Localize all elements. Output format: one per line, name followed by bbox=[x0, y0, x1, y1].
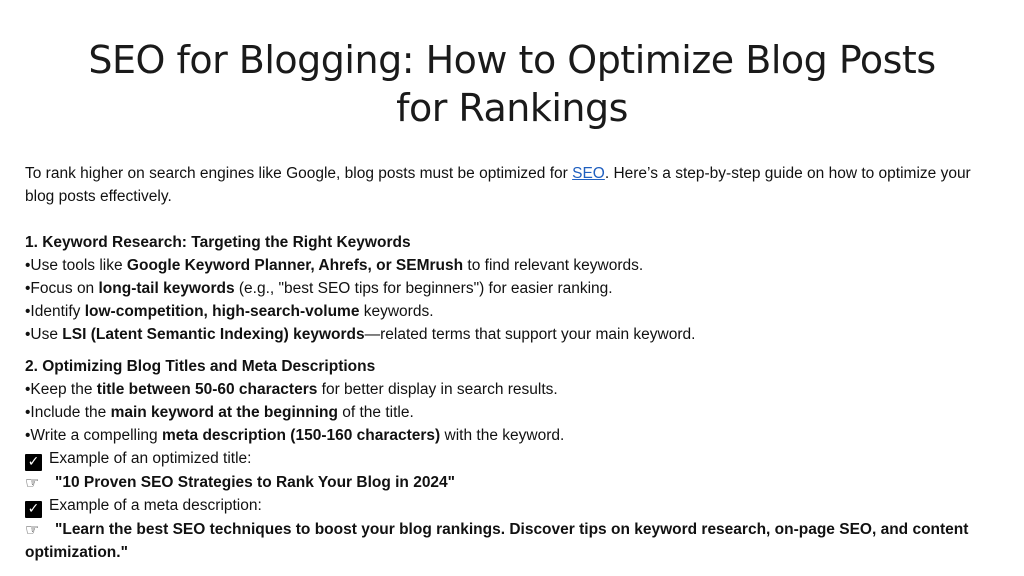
example-meta-row bbox=[25, 518, 1000, 564]
example-title-label-row bbox=[25, 447, 1000, 471]
pointing-hand-icon: ☞ bbox=[25, 473, 40, 492]
intro-text-before: To rank higher on search engines like Google, blog posts must be optimized for bbox=[25, 165, 573, 182]
intro-text-after: . Here’s a step-by-step guide on how to optimize your blog posts effectively. bbox=[25, 165, 971, 205]
list-item: •Include the main keyword at the beginning of the title. bbox=[25, 404, 414, 421]
seo-link[interactable]: SEO bbox=[572, 165, 605, 182]
list-item: •Keep the title between 50-60 characters for better display in search results. bbox=[25, 381, 558, 398]
intro-paragraph bbox=[25, 162, 1000, 208]
example-title-label: Example of an optimized title: bbox=[49, 450, 252, 467]
slide-body bbox=[25, 162, 1000, 564]
pointing-hand-icon: ☞ bbox=[25, 520, 40, 539]
list-item: •Use LSI (Latent Semantic Indexing) keywords—related terms that support your main keyword. bbox=[25, 326, 696, 343]
section-2-heading: 2. Optimizing Blog Titles and Meta Descriptions bbox=[25, 358, 376, 375]
list-item: •Write a compelling meta description (150-160 characters) with the keyword. bbox=[25, 427, 565, 444]
list-item: •Use tools like Google Keyword Planner, Ahrefs, or SEMrush to find relevant keywords. bbox=[25, 257, 644, 274]
list-item: •Identify low-competition, high-search-volume keywords. bbox=[25, 303, 434, 320]
example-meta: "Learn the best SEO techniques to boost your blog rankings. Discover tips on keyword research, on-page SEO, and content optimization." bbox=[25, 521, 969, 561]
example-title-row bbox=[25, 471, 1000, 494]
example-meta-label: Example of a meta description: bbox=[49, 497, 262, 514]
check-box-icon: ✓ bbox=[25, 501, 42, 518]
page-title: SEO for Blogging: How to Optimize Blog Posts for Rankings bbox=[88, 38, 936, 130]
section-1-heading: 1. Keyword Research: Targeting the Right Keywords bbox=[25, 234, 411, 251]
list-item: •Focus on long-tail keywords (e.g., "best SEO tips for beginners") for easier ranking. bbox=[25, 280, 613, 297]
check-box-icon: ✓ bbox=[25, 454, 42, 471]
example-title: "10 Proven SEO Strategies to Rank Your Blog in 2024" bbox=[55, 474, 456, 491]
example-meta-label-row bbox=[25, 494, 1000, 518]
